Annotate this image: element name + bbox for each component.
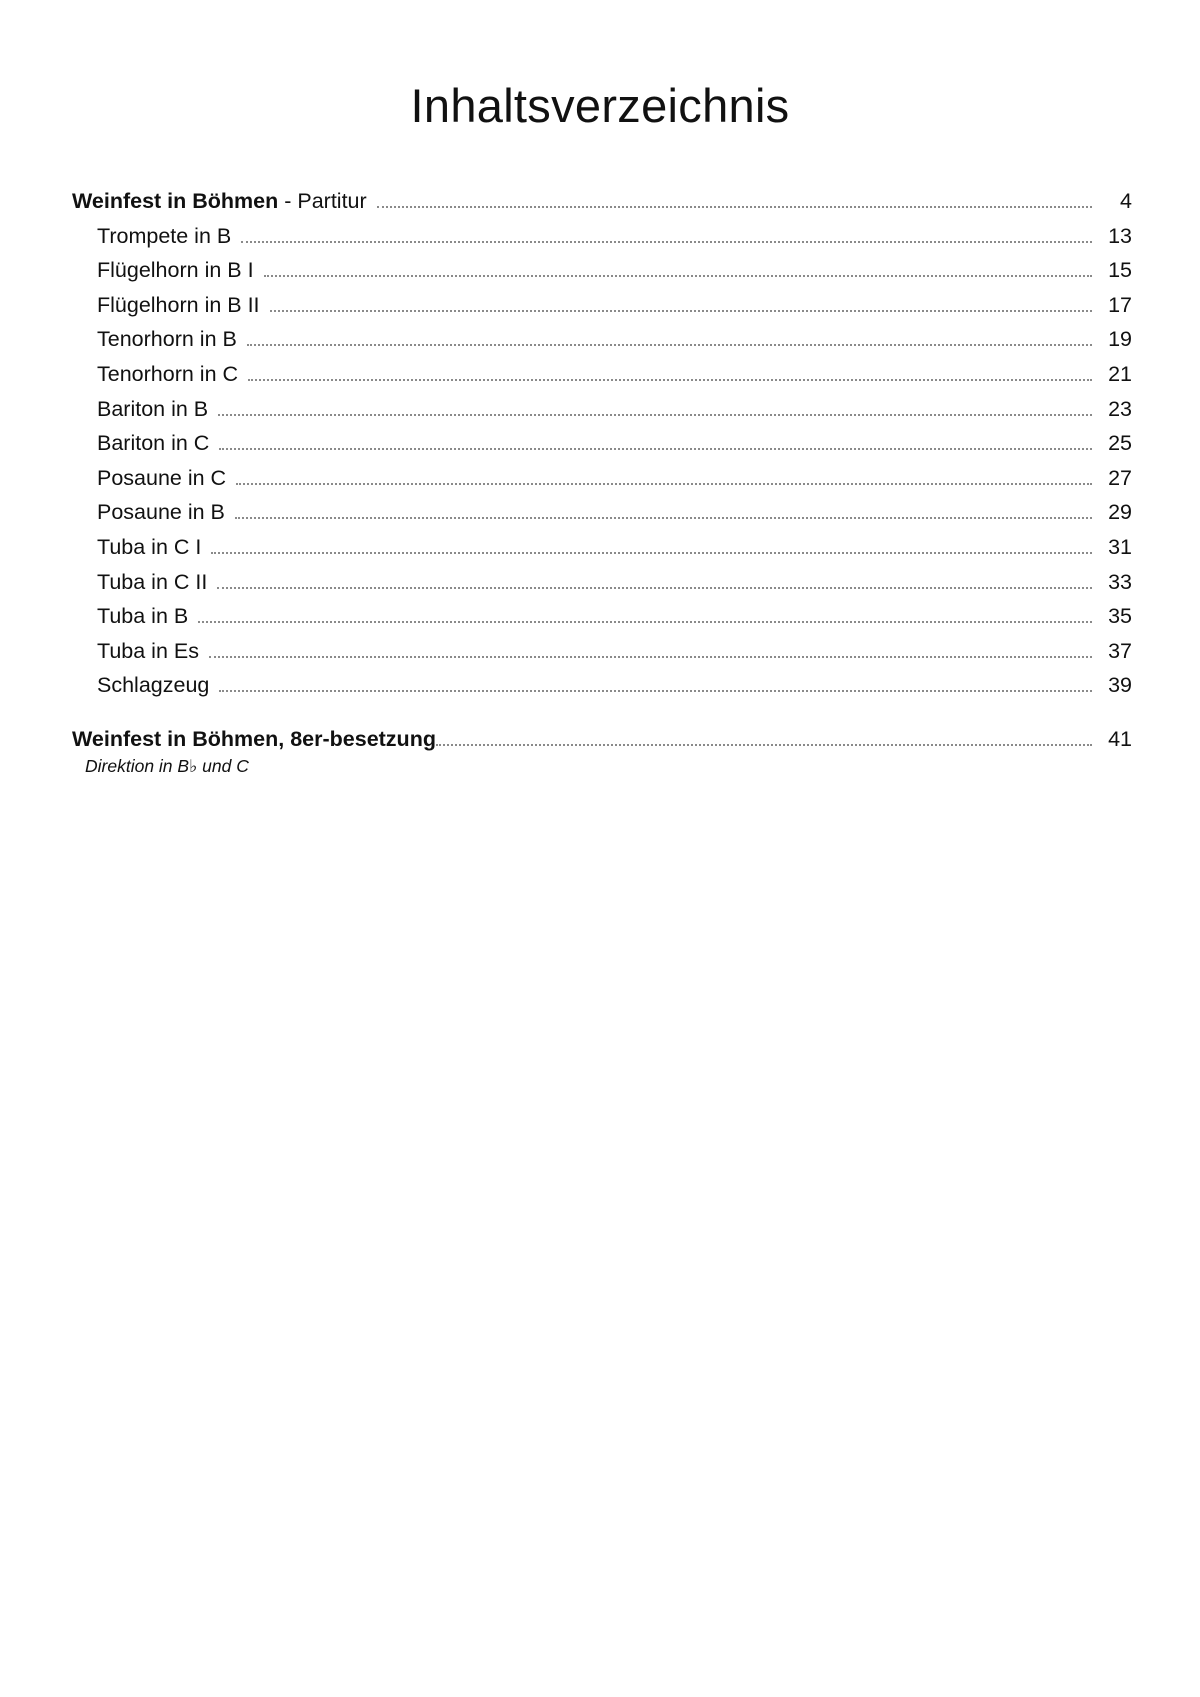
toc-entry[interactable]: [72, 253, 1132, 288]
toc-entry[interactable]: [72, 599, 1132, 634]
toc-entry-page: 29: [1108, 500, 1132, 525]
toc-entry-label: Tuba in B: [97, 604, 189, 629]
toc-entry-page: 31: [1108, 534, 1132, 559]
toc-entry[interactable]: [72, 392, 1132, 427]
toc-entry-page: 15: [1108, 258, 1132, 283]
toc-section-2-note: Direktion in B♭ und C: [85, 755, 249, 776]
toc-entry-page: 27: [1108, 465, 1132, 490]
toc-entry-label: Tuba in C II: [97, 569, 208, 594]
toc-entry[interactable]: [72, 530, 1132, 565]
toc-entry[interactable]: [72, 461, 1132, 496]
toc-entry-label: Schlagzeug: [97, 673, 210, 698]
toc-entry-page: 25: [1108, 431, 1132, 456]
toc-entry-page: 19: [1108, 327, 1132, 352]
toc-entry-label: Flügelhorn in B I: [97, 258, 254, 283]
dot-leader: [241, 240, 1092, 243]
toc-entry-label: Bariton in C: [97, 431, 210, 456]
toc-entry-label: Posaune in B: [97, 500, 225, 525]
toc-entry[interactable]: [72, 495, 1132, 530]
toc-entry-label: Tenorhorn in B: [97, 327, 237, 352]
toc-entry-label: Tuba in C I: [97, 534, 202, 559]
toc-entry[interactable]: [72, 634, 1132, 669]
toc-entry-page: 23: [1108, 396, 1132, 421]
toc-section-1[interactable]: [72, 184, 1132, 219]
toc-entry-page: 35: [1108, 604, 1132, 629]
toc-entry[interactable]: [72, 668, 1132, 703]
dot-leader: [219, 689, 1092, 692]
toc-entry-page: 13: [1108, 223, 1132, 248]
dot-leader: [247, 343, 1092, 346]
dot-leader: [248, 378, 1092, 381]
toc-section-1-label: [72, 184, 377, 219]
toc-entry[interactable]: [72, 565, 1132, 600]
page-title: Inhaltsverzeichnis: [410, 79, 790, 132]
toc-entry-label: Posaune in C: [97, 465, 227, 490]
toc-section-2[interactable]: [72, 722, 1132, 757]
toc-entry[interactable]: [72, 322, 1132, 357]
dot-leader: [218, 413, 1092, 416]
toc-entry-label: Tuba in Es: [97, 638, 199, 663]
toc-section-2-title: Weinfest in Böhmen, 8er-besetzung: [72, 726, 436, 751]
toc-section-2-label: [72, 722, 436, 757]
toc-section-1-subtitle: - Partitur: [278, 189, 367, 213]
toc-entry[interactable]: [72, 219, 1132, 254]
dot-leader: [270, 309, 1092, 312]
toc-entry-label: Bariton in B: [97, 396, 209, 421]
table-of-contents: [72, 184, 1132, 778]
toc-entry-label: Trompete in B: [97, 223, 232, 248]
toc-section-1-title: Weinfest in Böhmen: [72, 189, 279, 213]
toc-entry-page: 33: [1108, 569, 1132, 594]
dot-leader: [209, 655, 1092, 658]
toc-entry-label: Tenorhorn in C: [97, 361, 239, 386]
toc-section-2-page: 41: [1108, 726, 1132, 751]
toc-section-1-page: 4: [1120, 189, 1132, 213]
toc-entry-page: 37: [1108, 638, 1132, 663]
dot-leader: [236, 482, 1092, 485]
dot-leader: [217, 586, 1092, 589]
toc-entry-page: 17: [1108, 292, 1132, 317]
toc-entry[interactable]: [72, 288, 1132, 323]
dot-leader: [436, 743, 1092, 746]
toc-entry[interactable]: [72, 426, 1132, 461]
toc-entry-page: 39: [1108, 673, 1132, 698]
dot-leader: [377, 205, 1092, 208]
dot-leader: [198, 620, 1092, 623]
dot-leader: [219, 447, 1092, 450]
dot-leader: [264, 274, 1092, 277]
toc-entry-page: 21: [1108, 361, 1132, 386]
dot-leader: [235, 516, 1092, 519]
toc-entry-label: Flügelhorn in B II: [97, 292, 260, 317]
dot-leader: [211, 551, 1092, 554]
toc-entry[interactable]: [72, 357, 1132, 392]
